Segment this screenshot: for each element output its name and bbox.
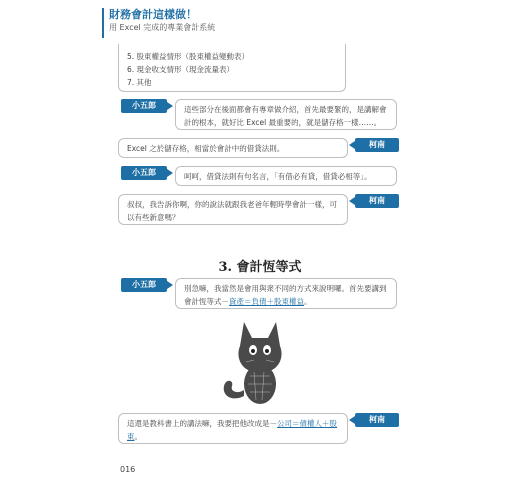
speaker-tag: 柯南 xyxy=(355,194,399,208)
cat-illustration xyxy=(214,316,306,408)
dialogue-bubble xyxy=(118,413,348,444)
dialogue-bubble xyxy=(118,194,348,225)
dialogue-text: 這些部分在後面都會有專章做介紹，首先最要緊的，是講解會計的根本，就好比 Excel 最重要的，就是儲存格一樣……。 xyxy=(184,105,387,127)
list-item: 6. 現金收支情形（現金流量表） xyxy=(127,65,235,74)
speaker-tag: 柯南 xyxy=(355,413,399,427)
list-item: 7. 其他 xyxy=(127,78,152,87)
speaker-tag: 小五郎 xyxy=(121,99,167,113)
equation-link[interactable]: 公司＝債權人＋股東 xyxy=(127,419,337,441)
dialogue-text-end: 。 xyxy=(304,297,312,306)
dialogue-text: 這還是教科書上的講法嘛，我要把他改成是－ xyxy=(127,419,277,428)
list-item: 5. 股東權益情形（股東權益變動表） xyxy=(127,52,250,61)
dialogue-bubble xyxy=(175,166,397,186)
book-title: 財務會計這樣做！ xyxy=(109,8,197,21)
page-number: 016 xyxy=(120,465,136,474)
header-accent-line xyxy=(102,8,104,38)
dialogue-text: Excel 之於儲存格，相當於會計中的借貸法則。 xyxy=(127,144,285,153)
dialogue-text-end: 。 xyxy=(134,432,142,441)
list-box xyxy=(118,44,346,92)
section-title: 3. 會計恆等式 xyxy=(218,260,302,275)
dialogue-text: 叔叔，我告訴你啊，你的說法就跟我老爸年輕時學會計一樣，可以有些新意嗎？ xyxy=(127,200,337,222)
book-subtitle: 用 Excel 完成的專業會計系統 xyxy=(109,23,216,32)
speaker-tag: 小五郎 xyxy=(121,278,167,292)
dialogue-bubble xyxy=(118,138,348,158)
equation-link[interactable]: 資產＝負債＋股東權益 xyxy=(229,297,304,306)
dialogue-text: 呵呵，借貸法則有句名言，「有借必有貸，借貸必相等」。 xyxy=(184,172,372,181)
dialogue-bubble xyxy=(175,278,397,309)
dialogue-bubble xyxy=(175,99,397,130)
speaker-tag: 小五郎 xyxy=(121,166,167,180)
book-header xyxy=(105,8,215,34)
dialogue-text: 別急嘛，我當然是會用與衆不同的方式來說明囉。首先要講到會計恆等式－ xyxy=(184,284,387,306)
speaker-tag: 柯南 xyxy=(355,138,399,152)
